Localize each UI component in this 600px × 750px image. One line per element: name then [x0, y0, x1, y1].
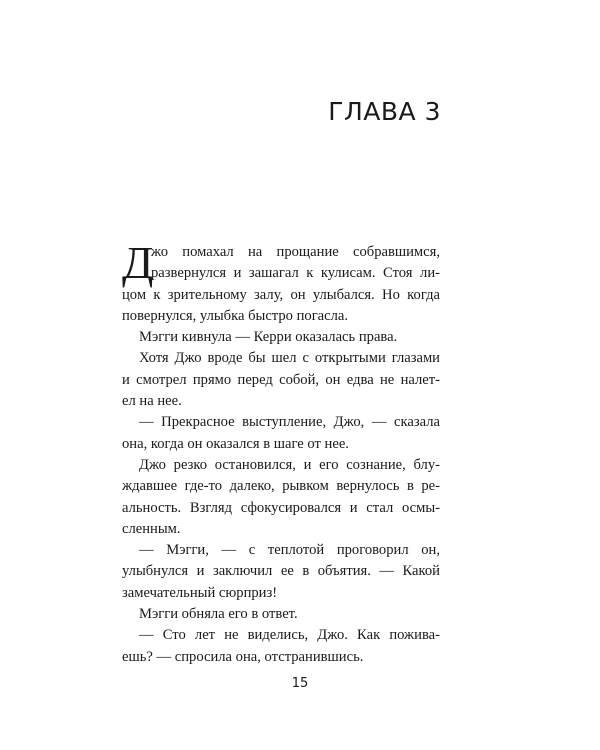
paragraph-line: — Сто лет не виделись, Джо. Как пожива-: [139, 627, 440, 644]
body-text: [122, 237, 440, 668]
paragraph-line: ел на нее.: [122, 393, 182, 410]
paragraph-line: замечательный сюрприз!: [122, 584, 278, 601]
paragraph-line: цом к зрительному залу, он улыбался. Но когда: [122, 286, 440, 303]
paragraph-line: она, когда он оказался в шаге от нее.: [122, 435, 349, 452]
paragraph-line: Мэгги кивнула — Керри оказалась права.: [139, 329, 398, 346]
chapter-title: ГЛАВА 3: [328, 97, 441, 126]
paragraph-line: Джо резко остановился, и его сознание, блу-: [139, 456, 440, 473]
paragraph-line: улыбнулся и заключил ее в объятия. — Какой: [122, 563, 440, 580]
paragraph-line: ждавшее где-то далеко, рывком вернулось в ре-: [122, 478, 440, 495]
line-text: жо помахал на прощание собравшимся,: [151, 244, 440, 260]
paragraph-line: альность. Взгляд сфокусировался и стал осмы-: [122, 499, 440, 516]
paragraph-line: и смотрел прямо перед собой, он едва не налет-: [122, 371, 440, 388]
paragraph-line: Хотя Джо вроде бы шел с открытыми глазами: [139, 350, 440, 367]
page-number: 15: [291, 676, 309, 691]
drop-cap-letter: Д: [122, 237, 154, 288]
paragraph-line: сленным.: [122, 520, 181, 537]
paragraph-line: — Прекрасное выступление, Джо, — сказала: [139, 414, 440, 431]
paragraph-line: повернулся, улыбка быстро погасла.: [122, 307, 349, 324]
paragraph-line: ешь? — спросила она, отстранившись.: [122, 648, 364, 665]
paragraph-line: развернулся и зашагал к кулисам. Стоя ли-: [151, 265, 440, 282]
paragraph-line: Мэгги обняла его в ответ.: [139, 606, 298, 623]
paragraph-line: — Мэгги, — с теплотой проговорил он,: [139, 542, 440, 559]
